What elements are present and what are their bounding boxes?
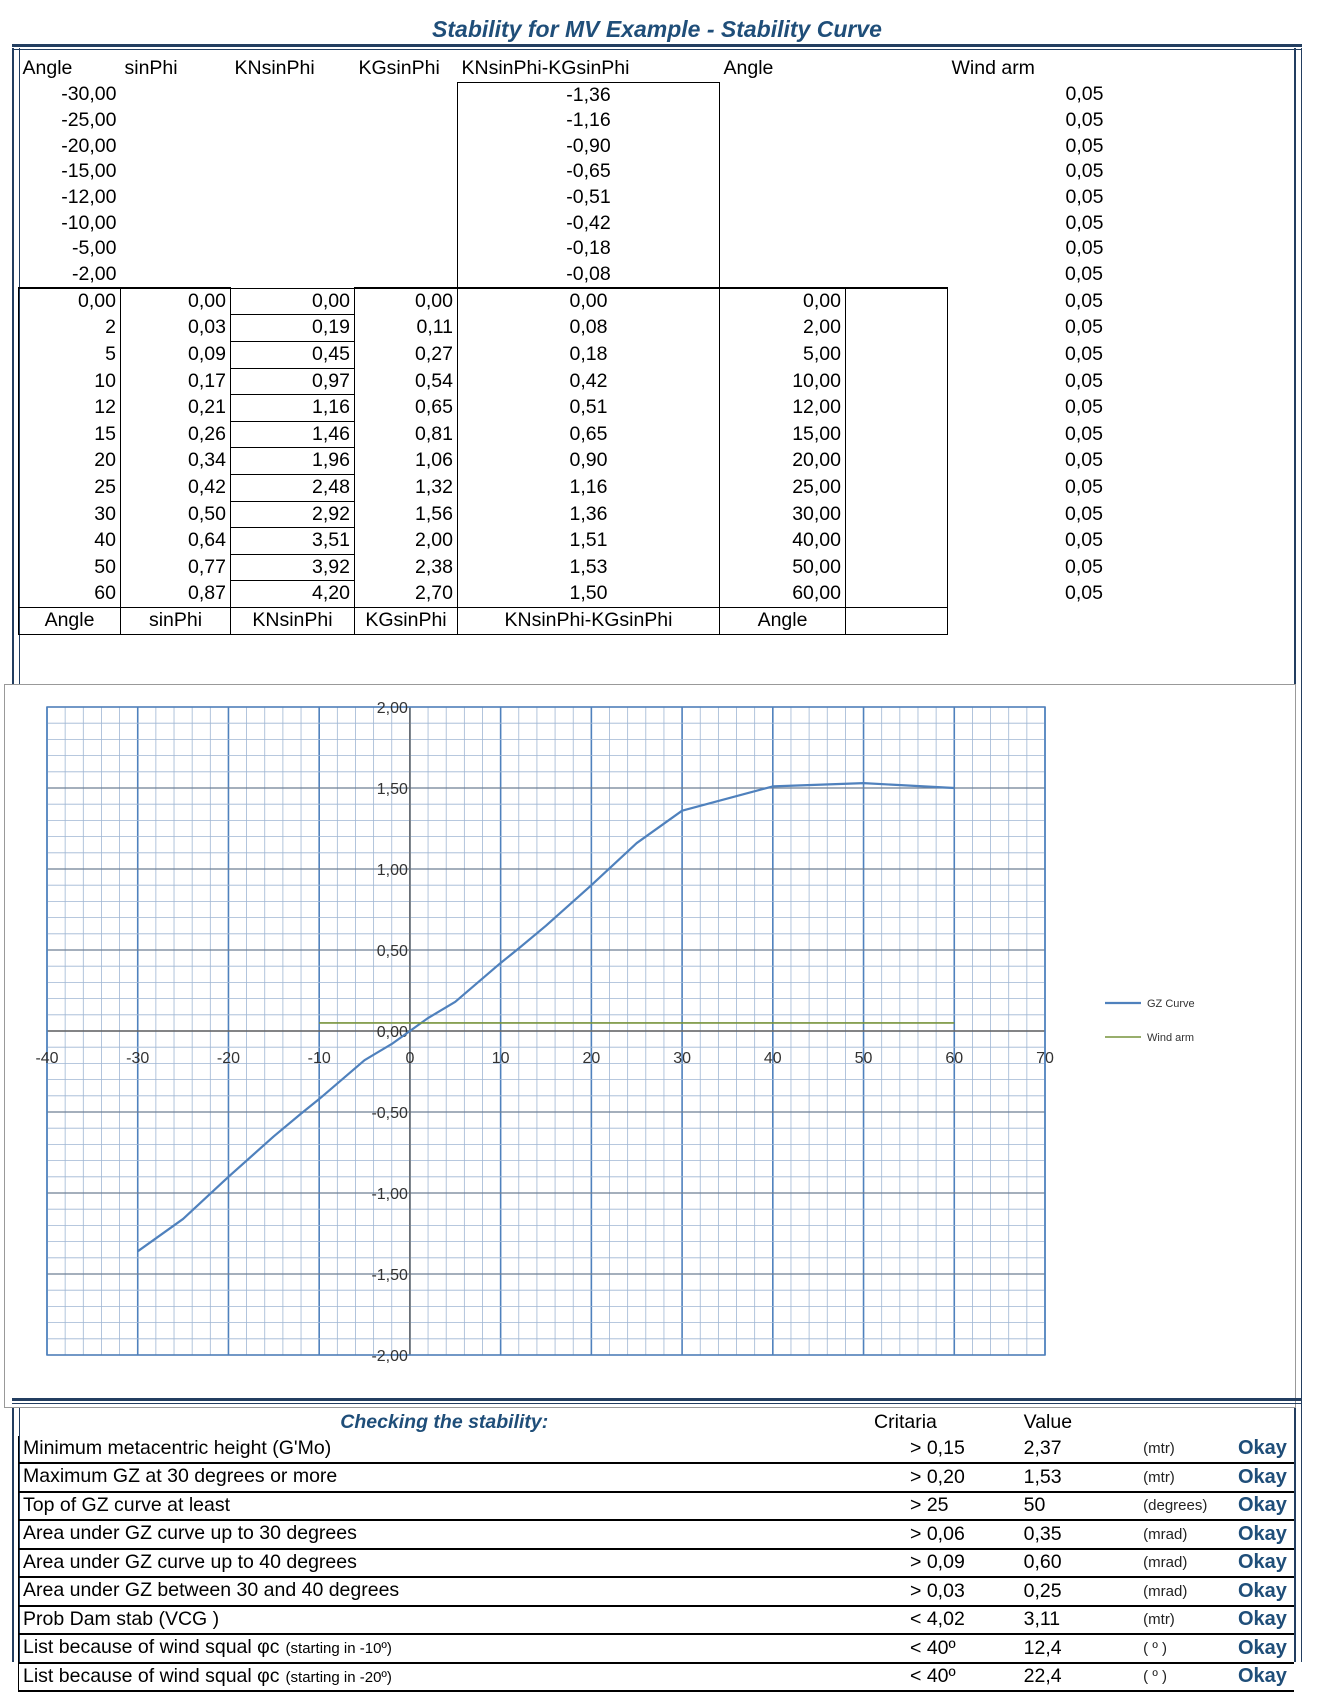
legend-label: Wind arm — [1147, 1032, 1195, 1044]
footer-label: sinPhi — [121, 607, 231, 634]
angle-cell: 5,00 — [720, 342, 846, 369]
check-label-note: (starting in -20º) — [285, 1668, 392, 1686]
gz-cell: 0,51 — [458, 395, 720, 422]
check-label-note: (starting in -10º) — [285, 1640, 392, 1657]
kgsinphi-cell: 0,00 — [355, 288, 458, 315]
sinphi-cell: 0,26 — [121, 421, 231, 448]
empty-cell — [355, 185, 458, 211]
unit-cell: (mtr) — [1139, 1606, 1234, 1635]
status-okay: Okay — [1234, 1634, 1294, 1663]
empty-cell — [846, 475, 948, 502]
y-tick-label: 1,50 — [376, 781, 408, 798]
angle-cell: -12,00 — [61, 185, 117, 208]
sinphi-cell: 0,00 — [121, 288, 231, 315]
empty-cell — [231, 82, 355, 108]
check-row — [19, 1634, 1295, 1663]
empty-cell — [846, 262, 948, 289]
check-label — [19, 1606, 871, 1635]
gz-curve-line — [138, 783, 955, 1251]
check-row — [19, 1663, 1295, 1692]
empty-cell — [121, 108, 231, 134]
angle-cell: 40,00 — [720, 528, 846, 555]
criteria-cell: > 0,06 — [870, 1520, 1020, 1549]
footer-label: Angle — [720, 607, 846, 634]
kgsinphi-cell: 1,56 — [355, 501, 458, 528]
empty-cell — [121, 134, 231, 160]
empty-cell — [846, 395, 948, 422]
status-okay: Okay — [1234, 1577, 1294, 1606]
wind-arm-cell: 0,05 — [1065, 422, 1103, 445]
x-tick-label: -30 — [126, 1050, 150, 1067]
angle-cell: 25 — [19, 475, 121, 502]
wind-arm-cell: 0,05 — [1065, 83, 1104, 106]
criteria-cell: > 0,15 — [870, 1436, 1020, 1464]
empty-cell — [121, 185, 231, 211]
empty-cell — [846, 288, 948, 315]
status-okay: Okay — [1234, 1520, 1294, 1549]
y-tick-label: -2,00 — [371, 1348, 408, 1365]
gz-cell: 1,16 — [458, 475, 720, 502]
unit-cell: ( º ) — [1139, 1663, 1234, 1692]
status-okay: Okay — [1234, 1463, 1294, 1492]
angle-cell: -30,00 — [61, 83, 117, 106]
empty-cell — [846, 185, 948, 211]
check-label-text: Minimum metacentric height (G'Mo) — [23, 1436, 332, 1459]
status-okay: Okay — [1234, 1606, 1294, 1635]
empty-cell — [720, 236, 846, 262]
empty-cell — [846, 159, 948, 185]
check-label — [19, 1549, 871, 1578]
sinphi-cell: 0,21 — [121, 395, 231, 422]
unit-cell: ( º ) — [1139, 1634, 1234, 1663]
legend-label: GZ Curve — [1147, 998, 1195, 1010]
gz-chart — [5, 685, 1295, 1407]
value-cell: 50 — [1020, 1492, 1140, 1521]
column-header: KGsinPhi — [358, 57, 440, 80]
worksheet — [12, 8, 1302, 1692]
table-row — [19, 185, 1108, 211]
title-rule — [12, 44, 1302, 47]
table-row — [19, 342, 1108, 369]
x-tick-label: 20 — [582, 1050, 601, 1067]
sinphi-cell: 0,03 — [121, 315, 231, 342]
table-row — [19, 82, 1108, 108]
table-row — [19, 211, 1108, 237]
table-row — [19, 262, 1108, 289]
empty-cell — [231, 185, 355, 211]
x-tick-label: -20 — [216, 1050, 241, 1067]
kgsinphi-cell: 1,32 — [355, 475, 458, 502]
footer-label: Angle — [19, 607, 121, 634]
wind-arm-cell: 0,05 — [1065, 316, 1103, 339]
table-row — [19, 368, 1108, 395]
kgsinphi-cell: 2,38 — [355, 554, 458, 581]
empty-cell — [355, 108, 458, 134]
empty-cell — [355, 159, 458, 185]
unit-cell: (mtr) — [1139, 1436, 1234, 1464]
empty-cell — [231, 134, 355, 160]
x-tick-label: 60 — [945, 1050, 964, 1067]
knsinphi-cell: 0,45 — [231, 342, 355, 369]
check-row — [19, 1577, 1295, 1606]
criteria-cell: < 40º — [870, 1663, 1020, 1692]
empty-cell — [720, 134, 846, 160]
check-label-text: Maximum GZ at 30 degrees or more — [23, 1465, 338, 1487]
sinphi-cell: 0,77 — [121, 554, 231, 581]
check-label-text: Area under GZ curve up to 40 degrees — [23, 1550, 357, 1573]
knsinphi-cell: 0,97 — [231, 368, 355, 395]
knsinphi-cell: 2,92 — [231, 501, 355, 528]
check-row — [19, 1463, 1295, 1492]
criteria-cell: < 40º — [870, 1634, 1020, 1663]
wind-arm-cell: 0,05 — [1065, 134, 1104, 157]
gz-cell: 0,42 — [458, 368, 720, 395]
kgsinphi-cell: 0,27 — [355, 342, 458, 369]
angle-cell: 50,00 — [720, 554, 846, 581]
x-tick-label: 10 — [491, 1050, 510, 1067]
table-row — [19, 159, 1108, 185]
gz-cell: 0,00 — [458, 288, 720, 315]
angle-cell: 12,00 — [720, 395, 846, 422]
gz-cell: -1,16 — [458, 108, 720, 134]
empty-cell — [231, 159, 355, 185]
wind-arm-cell: 0,05 — [1065, 449, 1103, 472]
table-row — [19, 448, 1108, 475]
check-row — [19, 1436, 1295, 1464]
criteria-cell: > 0,03 — [870, 1577, 1020, 1606]
empty-cell — [846, 134, 948, 160]
empty-cell — [355, 236, 458, 262]
status-okay: Okay — [1234, 1549, 1294, 1578]
value-cell: 1,53 — [1020, 1463, 1140, 1492]
angle-cell: 20,00 — [720, 448, 846, 475]
gz-cell: 1,50 — [458, 581, 720, 608]
gz-cell: 1,51 — [458, 528, 720, 555]
column-header: sinPhi — [124, 57, 178, 80]
value-header: Value — [1023, 1411, 1073, 1433]
unit-cell: (mrad) — [1139, 1577, 1234, 1606]
value-cell: 0,60 — [1020, 1549, 1140, 1578]
empty-cell — [720, 108, 846, 134]
sinphi-cell: 0,17 — [121, 368, 231, 395]
footer-row — [19, 607, 1108, 634]
empty-cell — [846, 421, 948, 448]
value-cell: 22,4 — [1020, 1663, 1140, 1692]
knsinphi-cell: 3,92 — [231, 554, 355, 581]
y-tick-label: 2,00 — [376, 700, 408, 717]
check-label-text: List because of wind squal φc — [23, 1636, 280, 1658]
sinphi-cell: 0,42 — [121, 475, 231, 502]
unit-cell: (degrees) — [1139, 1492, 1234, 1521]
unit-cell: (mrad) — [1139, 1549, 1234, 1578]
empty-cell — [720, 185, 846, 211]
check-label — [19, 1577, 871, 1606]
check-label — [19, 1634, 871, 1663]
x-tick-label: 50 — [854, 1050, 873, 1067]
empty-cell — [121, 82, 231, 108]
criteria-cell: < 4,02 — [870, 1606, 1020, 1635]
status-okay: Okay — [1234, 1663, 1294, 1692]
angle-cell: 15,00 — [720, 421, 846, 448]
table-row — [19, 134, 1108, 160]
kgsinphi-cell: 2,00 — [355, 528, 458, 555]
column-header — [846, 56, 948, 82]
table-row — [19, 288, 1108, 315]
angle-cell: 10 — [19, 368, 121, 395]
empty-cell — [846, 501, 948, 528]
x-tick-label: -40 — [35, 1050, 59, 1067]
empty-cell — [121, 159, 231, 185]
footer-label: KGsinPhi — [355, 607, 458, 634]
wind-arm-cell: 0,05 — [1065, 555, 1103, 578]
footer-label: KNsinPhi — [231, 607, 355, 634]
empty-cell — [720, 262, 846, 289]
page-title: Stability for MV Example - Stability Curve — [432, 16, 882, 42]
gz-cell: 0,65 — [458, 421, 720, 448]
table-row — [19, 501, 1108, 528]
y-tick-label: -1,00 — [371, 1186, 408, 1203]
sinphi-cell: 0,34 — [121, 448, 231, 475]
y-tick-label: -1,50 — [371, 1267, 408, 1284]
table-row — [19, 395, 1108, 422]
empty-cell — [846, 448, 948, 475]
check-label — [19, 1663, 871, 1692]
value-cell: 12,4 — [1020, 1634, 1140, 1663]
unit-cell: (mrad) — [1139, 1520, 1234, 1549]
table-row — [19, 528, 1108, 555]
knsinphi-cell: 0,19 — [231, 315, 355, 342]
gz-cell: -0,51 — [458, 185, 720, 211]
wind-arm-cell: 0,05 — [1065, 160, 1104, 183]
check-table — [18, 1410, 1294, 1692]
status-okay: Okay — [1234, 1492, 1294, 1521]
angle-cell: 60,00 — [720, 581, 846, 608]
angle-cell: 40 — [19, 528, 121, 555]
empty-cell — [846, 236, 948, 262]
empty-cell — [121, 262, 231, 289]
y-tick-label: 0,00 — [376, 1024, 408, 1041]
check-label-text: Area under GZ between 30 and 40 degrees — [23, 1579, 400, 1601]
gz-cell: 1,36 — [458, 501, 720, 528]
kgsinphi-cell: 0,54 — [355, 368, 458, 395]
kgsinphi-cell: 0,11 — [355, 315, 458, 342]
wind-arm-cell: 0,05 — [1065, 237, 1104, 260]
wind-arm-cell: 0,05 — [1065, 343, 1103, 366]
empty-cell — [231, 108, 355, 134]
empty-cell — [231, 236, 355, 262]
y-tick-label: -0,50 — [371, 1105, 408, 1122]
criteria-header: Critaria — [874, 1411, 937, 1433]
empty-cell — [846, 607, 948, 634]
empty-cell — [846, 108, 948, 134]
x-tick-label: 70 — [1036, 1050, 1054, 1067]
check-label — [19, 1436, 871, 1464]
x-tick-label: -10 — [307, 1050, 331, 1067]
empty-cell — [846, 581, 948, 608]
check-label — [19, 1492, 871, 1521]
x-tick-label: 40 — [763, 1050, 782, 1067]
value-cell: 0,35 — [1020, 1520, 1140, 1549]
empty-cell — [355, 211, 458, 237]
check-label-text: List because of wind squal φc — [23, 1664, 280, 1687]
knsinphi-cell: 4,20 — [231, 581, 355, 608]
empty-cell — [720, 211, 846, 237]
angle-cell: -25,00 — [61, 109, 117, 132]
angle-cell: -5,00 — [72, 237, 117, 260]
criteria-cell: > 0,20 — [870, 1463, 1020, 1492]
check-rule — [12, 1398, 1302, 1401]
chart-area — [4, 684, 1296, 1408]
column-header: Angle — [723, 57, 774, 80]
angle-cell: -2,00 — [72, 262, 117, 285]
knsinphi-cell: 3,51 — [231, 528, 355, 555]
gz-cell: -0,08 — [458, 262, 720, 289]
empty-cell — [846, 342, 948, 369]
wind-arm-cell: 0,05 — [1065, 582, 1103, 605]
criteria-cell: > 0,09 — [870, 1549, 1020, 1578]
angle-cell: 15 — [19, 421, 121, 448]
empty-cell — [720, 82, 846, 108]
empty-cell — [355, 82, 458, 108]
column-header: Wind arm — [951, 57, 1035, 80]
table-row — [19, 315, 1108, 342]
angle-cell: 12 — [19, 395, 121, 422]
sinphi-cell: 0,64 — [121, 528, 231, 555]
wind-arm-cell: 0,05 — [1065, 396, 1103, 419]
x-tick-label: 0 — [405, 1050, 415, 1067]
empty-cell — [846, 315, 948, 342]
angle-cell: 60 — [19, 581, 121, 608]
angle-cell: 10,00 — [720, 368, 846, 395]
empty-cell — [846, 211, 948, 237]
angle-cell: 2 — [19, 315, 121, 342]
wind-arm-cell: 0,05 — [1065, 109, 1104, 132]
angle-cell: 30 — [19, 501, 121, 528]
wind-arm-cell: 0,05 — [1065, 502, 1103, 525]
knsinphi-cell: 2,48 — [231, 475, 355, 502]
empty-cell — [121, 211, 231, 237]
check-label-text: Prob Dam stab (VCG ) — [23, 1607, 220, 1630]
column-header: Angle — [22, 57, 73, 80]
value-cell: 0,25 — [1020, 1577, 1140, 1606]
angle-cell: 5 — [19, 342, 121, 369]
knsinphi-cell: 0,00 — [231, 288, 355, 315]
wind-arm-cell: 0,05 — [1065, 211, 1104, 234]
gz-cell: 0,08 — [458, 315, 720, 342]
y-tick-label: 1,00 — [376, 862, 408, 879]
check-row — [19, 1492, 1295, 1521]
table-row — [19, 581, 1108, 608]
angle-cell: 20 — [19, 448, 121, 475]
gz-cell: 0,18 — [458, 342, 720, 369]
empty-cell — [231, 262, 355, 289]
check-label-text: Top of GZ curve at least — [23, 1493, 231, 1516]
knsinphi-cell: 1,16 — [231, 395, 355, 422]
angle-cell: 0,00 — [720, 288, 846, 315]
stability-table — [18, 56, 1108, 635]
angle-cell: 0,00 — [19, 288, 121, 315]
gz-cell: 1,53 — [458, 554, 720, 581]
table-row — [19, 475, 1108, 502]
wind-arm-cell: 0,05 — [1065, 185, 1104, 208]
empty-cell — [355, 262, 458, 289]
wind-arm-cell: 0,05 — [1065, 369, 1103, 392]
empty-cell — [355, 134, 458, 160]
check-row — [19, 1549, 1295, 1578]
gz-cell: -0,90 — [458, 134, 720, 160]
angle-cell: 30,00 — [720, 501, 846, 528]
x-tick-label: 30 — [673, 1050, 691, 1067]
table-row — [19, 108, 1108, 134]
check-label — [19, 1463, 871, 1492]
unit-cell: (mtr) — [1139, 1463, 1234, 1492]
empty-cell — [948, 607, 1108, 634]
empty-cell — [846, 528, 948, 555]
header-row — [19, 56, 1108, 82]
wind-arm-cell: 0,05 — [1065, 476, 1103, 498]
criteria-cell: > 25 — [870, 1492, 1020, 1521]
sinphi-cell: 0,09 — [121, 342, 231, 369]
wind-arm-cell: 0,05 — [1065, 263, 1103, 286]
y-tick-label: 0,50 — [376, 943, 408, 960]
check-label — [19, 1520, 871, 1549]
gz-cell: 0,90 — [458, 448, 720, 475]
check-label-text: Area under GZ curve up to 30 degrees — [23, 1522, 357, 1544]
wind-arm-cell: 0,05 — [1065, 529, 1103, 552]
knsinphi-cell: 1,46 — [231, 421, 355, 448]
angle-cell: 50 — [19, 554, 121, 581]
empty-cell — [846, 368, 948, 395]
angle-cell: 2,00 — [720, 315, 846, 342]
empty-cell — [720, 159, 846, 185]
column-header: KNsinPhi-KGsinPhi — [461, 57, 630, 79]
knsinphi-cell: 1,96 — [231, 448, 355, 475]
check-row — [19, 1606, 1295, 1635]
gz-cell: -0,65 — [458, 159, 720, 185]
empty-cell — [121, 236, 231, 262]
gz-cell: -0,42 — [458, 211, 720, 237]
table-row — [19, 554, 1108, 581]
check-row — [19, 1520, 1295, 1549]
empty-cell — [846, 82, 948, 108]
sinphi-cell: 0,87 — [121, 581, 231, 608]
angle-cell: -20,00 — [61, 134, 117, 157]
status-okay: Okay — [1234, 1436, 1294, 1464]
value-cell: 3,11 — [1020, 1606, 1140, 1635]
footer-label: KNsinPhi-KGsinPhi — [458, 607, 720, 634]
column-header: KNsinPhi — [234, 57, 315, 80]
gz-cell: -1,36 — [458, 82, 720, 108]
kgsinphi-cell: 1,06 — [355, 448, 458, 475]
sinphi-cell: 0,50 — [121, 501, 231, 528]
kgsinphi-cell: 0,65 — [355, 395, 458, 422]
empty-cell — [231, 211, 355, 237]
table-row — [19, 421, 1108, 448]
gz-cell: -0,18 — [458, 236, 720, 262]
wind-arm-cell: 0,05 — [1065, 289, 1103, 312]
check-title: Checking the stability: — [340, 1411, 549, 1433]
empty-cell — [846, 554, 948, 581]
kgsinphi-cell: 0,81 — [355, 421, 458, 448]
value-cell: 2,37 — [1020, 1436, 1140, 1464]
angle-cell: -10,00 — [61, 211, 117, 234]
angle-cell: 25,00 — [720, 475, 846, 502]
kgsinphi-cell: 2,70 — [355, 581, 458, 608]
angle-cell: -15,00 — [61, 160, 117, 183]
table-row — [19, 236, 1108, 262]
